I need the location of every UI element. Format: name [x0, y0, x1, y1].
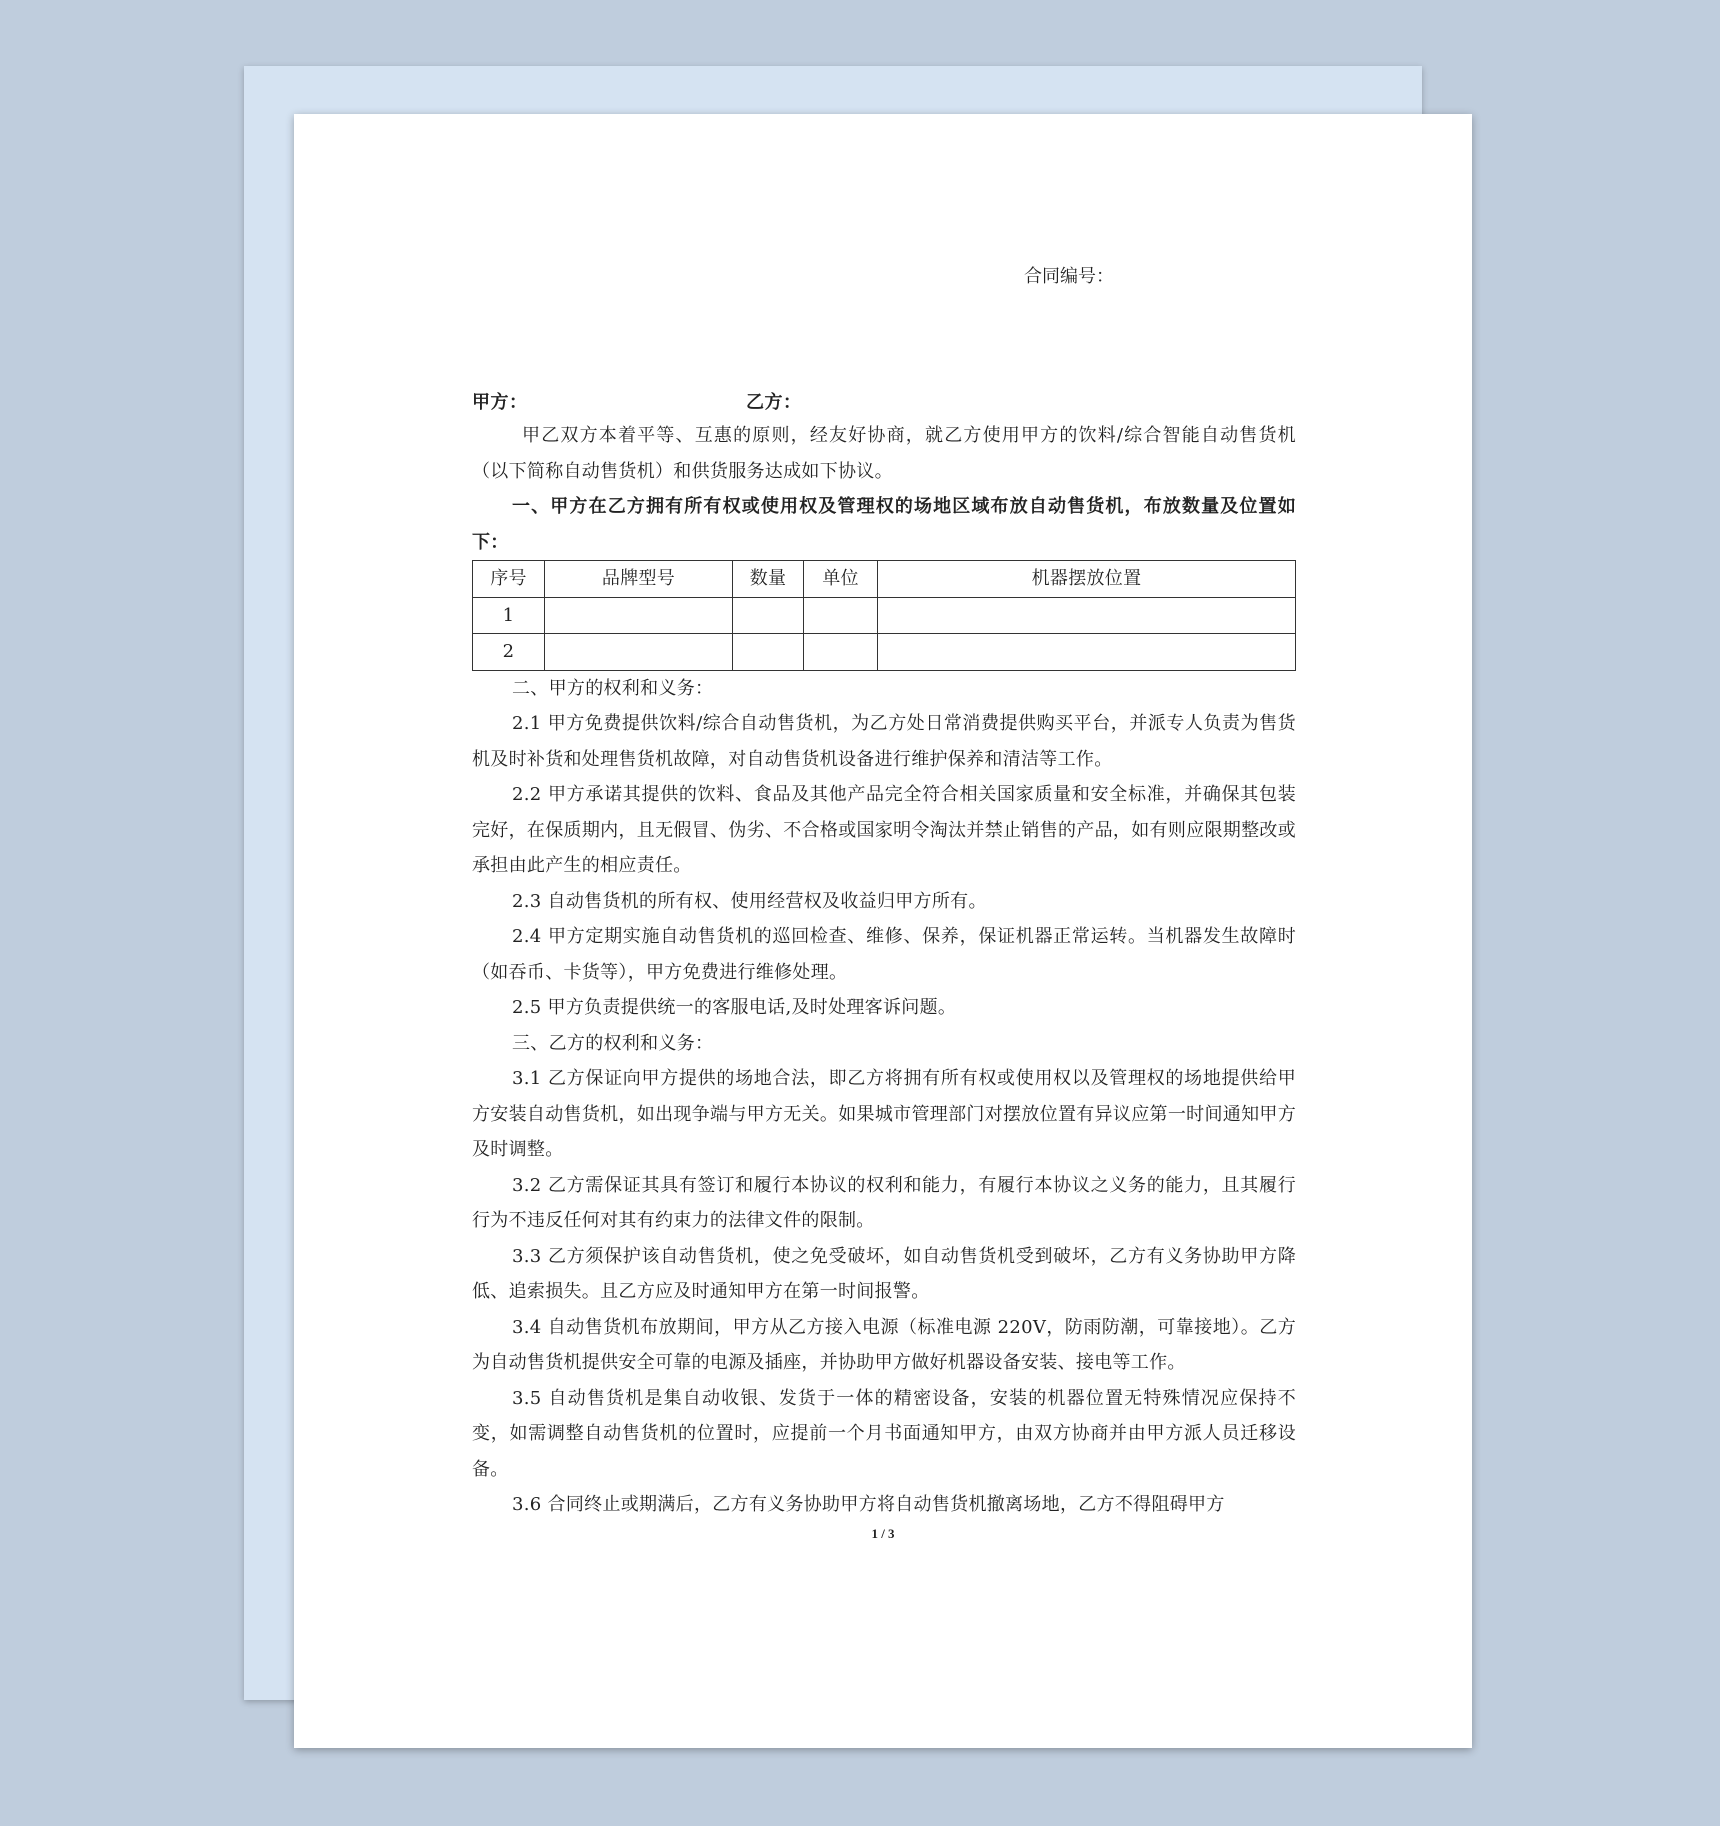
placement-table [472, 560, 1296, 671]
clause-3-4: 3.4 自动售货机布放期间，甲方从乙方接入电源（标准电源 220V，防雨防潮，可靠接地）。乙方为自动售货机提供安全可靠的电源及插座，并协助甲方做好机器设备安装、接电等工作。 [472, 1316, 1296, 1373]
clause-3-3: 3.3 乙方须保护该自动售货机，使之免受破坏，如自动售货机受到破坏，乙方有义务协助甲方降低、追索损失。且乙方应及时通知甲方在第一时间报警。 [472, 1245, 1296, 1302]
table-header-cell: 数量 [733, 561, 804, 598]
clause-3-5: 3.5 自动售货机是集自动收银、发货于一体的精密设备，安装的机器位置无特殊情况应保持不变，如需调整自动售货机的位置时，应提前一个月书面通知甲方，由双方协商并由甲方派人员迁移设备。 [472, 1387, 1296, 1480]
table-cell: 2 [473, 634, 545, 671]
table-header-row [473, 561, 1296, 598]
parties-line [472, 388, 1296, 414]
table-cell [878, 634, 1296, 671]
table-header-cell: 品牌型号 [545, 561, 733, 598]
table-cell [545, 634, 733, 671]
table-cell [804, 597, 878, 634]
table-row [473, 634, 1296, 671]
table-header-cell: 机器摆放位置 [878, 561, 1296, 598]
party-a-label: 甲方： [472, 392, 528, 413]
intro-paragraph: 甲乙双方本着平等、互惠的原则，经友好协商，就乙方使用甲方的饮料/综合智能自动售货机（以下简称自动售货机）和供货服务达成如下协议。 [472, 425, 1296, 482]
page-number: 1 / 3 [871, 1526, 895, 1541]
clause-3-1: 3.1 乙方保证向甲方提供的场地合法，即乙方将拥有所有权或使用权以及管理权的场地提供给甲方安装自动售货机，如出现争端与甲方无关。如果城市管理部门对摆放位置有异议应第一时间通知甲方及时调整。 [472, 1068, 1296, 1160]
table-cell [804, 634, 878, 671]
section-3-heading: 三、乙方的权利和义务： [512, 1032, 714, 1054]
table-cell [733, 634, 804, 671]
clause-3-2: 3.2 乙方需保证其具有签订和履行本协议的权利和能力，有履行本协议之义务的能力，且其履行行为不违反任何对其有约束力的法律文件的限制。 [472, 1174, 1296, 1231]
party-b-label: 乙方： [746, 392, 802, 413]
table-row [473, 597, 1296, 634]
clause-2-4: 2.4 甲方定期实施自动售货机的巡回检查、维修、保养，保证机器正常运转。当机器发生故障时（如吞币、卡货等），甲方免费进行维修处理。 [472, 926, 1296, 983]
clause-2-5: 2.5 甲方负责提供统一的客服电话,及时处理客诉问题。 [512, 997, 957, 1018]
clause-2-1: 2.1 甲方免费提供饮料/综合自动售货机，为乙方处日常消费提供购买平台，并派专人负责为售货机及时补货和处理售货机故障，对自动售货机设备进行维护保养和清洁等工作。 [472, 713, 1296, 770]
clause-2-2: 2.2 甲方承诺其提供的饮料、食品及其他产品完全符合相关国家质量和安全标准，并确保其包装完好，在保质期内，且无假冒、伪劣、不合格或国家明令淘汰并禁止销售的产品，如有则应限期整改或承担由此产生的相应责任。 [472, 784, 1296, 876]
table-cell [733, 597, 804, 634]
clause-3-6: 3.6 合同终止或期满后，乙方有义务协助甲方将自动售货机撤离场地，乙方不得阻碍甲方 [512, 1494, 1225, 1515]
contract-number-label: 合同编号： [1024, 266, 1114, 287]
contract-body [472, 418, 1296, 1523]
table-cell: 1 [473, 597, 545, 634]
table-header-cell: 单位 [804, 561, 878, 598]
table-header-cell: 序号 [473, 561, 545, 598]
clause-2-3: 2.3 自动售货机的所有权、使用经营权及收益归甲方所有。 [512, 890, 987, 912]
table-cell [878, 597, 1296, 634]
section-1-heading: 一、甲方在乙方拥有所有权或使用权及管理权的场地区域布放自动售货机，布放数量及位置如下： [472, 496, 1296, 553]
document-page [294, 114, 1472, 1748]
table-cell [545, 597, 733, 634]
section-2-heading: 二、甲方的权利和义务： [512, 677, 714, 699]
